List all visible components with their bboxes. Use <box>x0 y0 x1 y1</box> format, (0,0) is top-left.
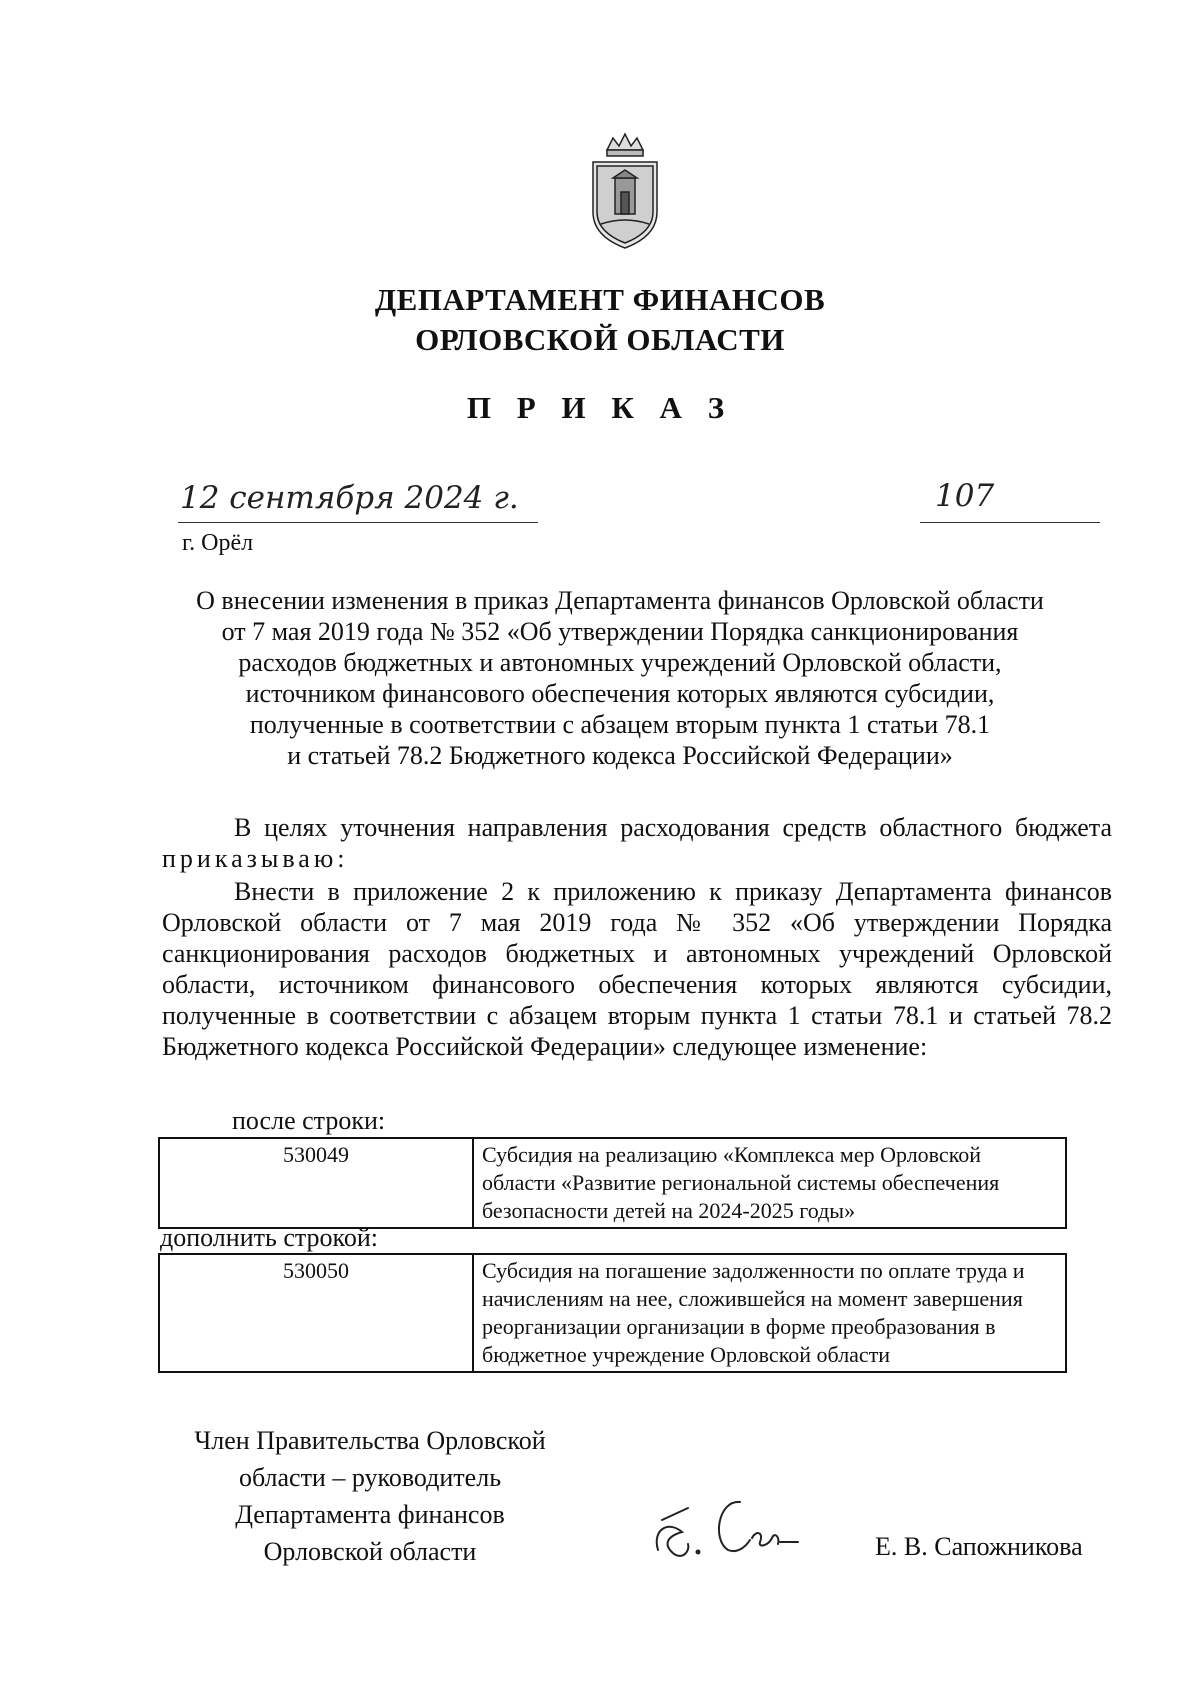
description-line: области «Развитие региональной системы обеспечения <box>482 1170 1000 1195</box>
document-type-title: П Р И К А З <box>466 390 734 425</box>
subject-line: О внесении изменения в приказ Департамента финансов Орловской области <box>196 586 1044 615</box>
city-name: г. Орёл <box>182 530 254 556</box>
description-line: Субсидия на реализацию «Комплекса мер Орловской <box>482 1142 982 1167</box>
subject-line: полученные в соответствии с абзацем вторым пункта 1 статьи 78.1 <box>249 710 991 739</box>
subject-line: источником финансового обеспечения которых являются субсидии, <box>245 679 995 708</box>
order-keyword: приказываю: <box>162 844 349 873</box>
preamble-text: В целях уточнения направления расходования средств областного бюджета <box>234 813 1112 842</box>
table-row <box>159 1254 1066 1372</box>
existing-row-code: 530049 <box>159 1138 473 1228</box>
new-row-code: 530050 <box>159 1254 473 1372</box>
position-line: области – руководитель <box>238 1463 502 1492</box>
handwritten-signature <box>648 1480 818 1570</box>
subject-line: и статьей 78.2 Бюджетного кодекса Российской Федерации» <box>287 741 953 770</box>
existing-row-description <box>473 1138 1066 1228</box>
description-line: реорганизации организации в форме преобразования в <box>482 1314 996 1339</box>
after-row-label: после строки: <box>232 1106 386 1135</box>
department-name-line2: ОРЛОВСКОЙ ОБЛАСТИ <box>415 322 785 357</box>
amendment-paragraph: Внести в приложение 2 к приложению к приказу Департамента финансов Орловской области от 7 мая 2019 года № 352 «Об утверждении Порядка санкционирования расходов бюджетных и автономных учреждений Орловской области, источником финансового обеспечения которых являются субсидии, полученные в соответствии с абзацем вторым пункта 1 статьи 78.1 и статьей 78.2 Бюджетного кодекса Российской Федерации» следующее изменение: <box>162 877 1112 1061</box>
date-underline <box>178 522 538 523</box>
coat-of-arms-icon <box>585 132 665 252</box>
preamble-paragraph <box>162 812 1112 874</box>
add-row-label: дополнить строкой: <box>160 1223 378 1252</box>
signatory-position <box>170 1422 570 1570</box>
order-subject <box>140 585 1100 771</box>
handwritten-date: 12 сентября 2024 г. <box>180 480 519 516</box>
table-row <box>159 1138 1066 1228</box>
description-line: бюджетное учреждение Орловской области <box>482 1342 891 1367</box>
position-line: Департамента финансов <box>235 1500 505 1529</box>
position-line: Орловской области <box>263 1537 477 1566</box>
description-line: Субсидия на погашение задолженности по оплате труда и <box>482 1258 1025 1283</box>
handwritten-order-number: 107 <box>935 478 995 514</box>
description-line: безопасности детей на 2024-2025 годы» <box>482 1198 856 1223</box>
signatory-name: Е. В. Сапожникова <box>875 1532 1083 1561</box>
description-line: начислениям на нее, сложившейся на момент завершения <box>482 1286 1023 1311</box>
department-name-line1: ДЕПАРТАМЕНТ ФИНАНСОВ <box>374 282 826 317</box>
subject-line: от 7 мая 2019 года № 352 «Об утверждении Порядка санкционирования <box>221 617 1019 646</box>
position-line: Член Правительства Орловской <box>194 1426 546 1455</box>
existing-row-table <box>158 1137 1067 1229</box>
number-underline <box>920 522 1100 523</box>
new-row-table <box>158 1253 1067 1373</box>
new-row-description <box>473 1254 1066 1372</box>
subject-line: расходов бюджетных и автономных учреждений Орловской области, <box>238 648 1002 677</box>
